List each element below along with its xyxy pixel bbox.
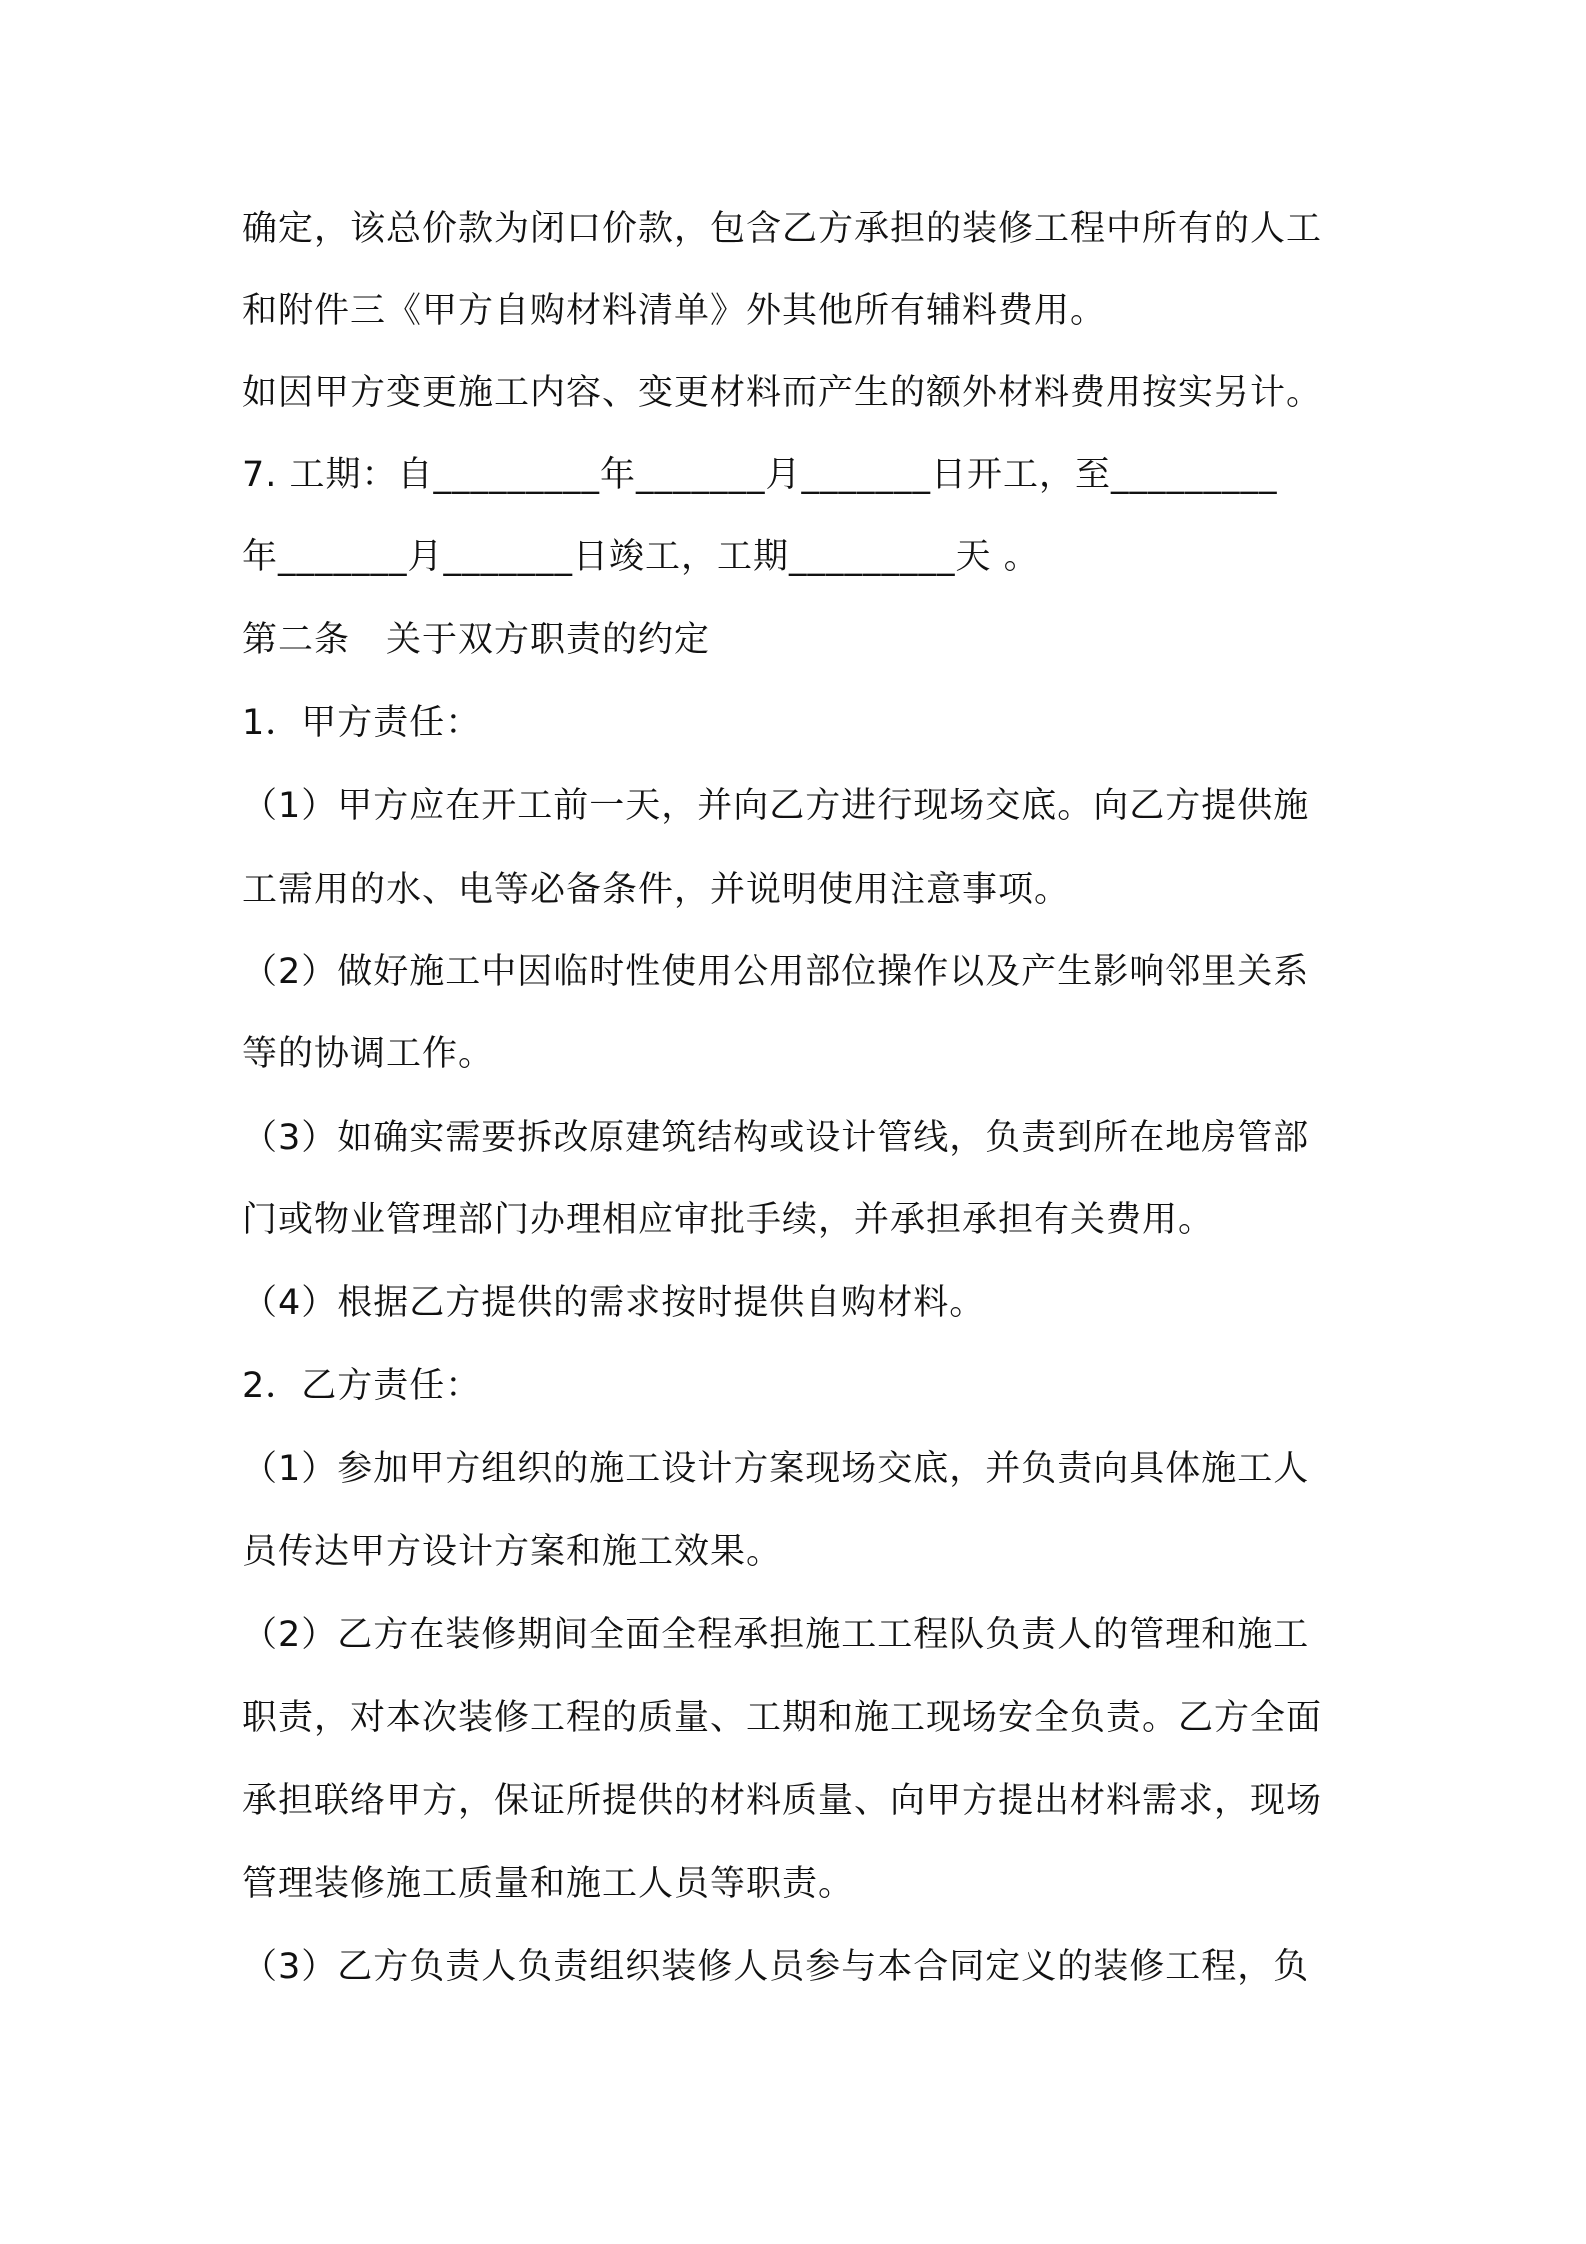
text-line: （2）做好施工中因临时性使用公用部位操作以及产生影响邻里关系 bbox=[242, 952, 1310, 992]
text-line: 门或物业管理部门办理相应审批手续，并承担承担有关费用。 bbox=[242, 1200, 1215, 1240]
text-line: 7. 工期：自_________年_______月_______日开工，至_________ bbox=[242, 455, 1278, 495]
text-line: 年_______月_______日竣工，工期_________天 。 bbox=[242, 537, 1040, 577]
text-line: （3）乙方负责人负责组织装修人员参与本合同定义的装修工程，负 bbox=[242, 1947, 1310, 1987]
text-line: （4）根据乙方提供的需求按时提供自购材料。 bbox=[242, 1283, 986, 1323]
text-line: （3）如确实需要拆改原建筑结构或设计管线，负责到所在地房管部 bbox=[242, 1118, 1310, 1158]
text-line: 如因甲方变更施工内容、变更材料而产生的额外材料费用按实另计。 bbox=[242, 373, 1323, 413]
text-line: 和附件三《甲方自购材料清单》外其他所有辅料费用。 bbox=[242, 291, 1107, 331]
text-line: 员传达甲方设计方案和施工效果。 bbox=[242, 1532, 783, 1572]
text-line: 确定，该总价款为闭口价款，包含乙方承担的装修工程中所有的人工 bbox=[242, 209, 1323, 249]
text-line: 承担联络甲方，保证所提供的材料质量、向甲方提出材料需求，现场 bbox=[242, 1781, 1323, 1821]
text-line: （1）甲方应在开工前一天，并向乙方进行现场交底。向乙方提供施 bbox=[242, 786, 1310, 826]
text-line: （2）乙方在装修期间全面全程承担施工工程队负责人的管理和施工 bbox=[242, 1615, 1310, 1655]
text-line: 工需用的水、电等必备条件，并说明使用注意事项。 bbox=[242, 870, 1071, 910]
text-line: （1）参加甲方组织的施工设计方案现场交底，并负责向具体施工人 bbox=[242, 1449, 1310, 1489]
subsection-heading: 1．甲方责任： bbox=[242, 703, 482, 743]
text-line: 职责，对本次装修工程的质量、工期和施工现场安全负责。乙方全面 bbox=[242, 1698, 1323, 1738]
subsection-heading: 2．乙方责任： bbox=[242, 1366, 482, 1406]
text-line: 管理装修施工质量和施工人员等职责。 bbox=[242, 1864, 855, 1904]
text-line: 等的协调工作。 bbox=[242, 1034, 495, 1074]
section-heading: 第二条 关于双方职责的约定 bbox=[242, 620, 711, 660]
